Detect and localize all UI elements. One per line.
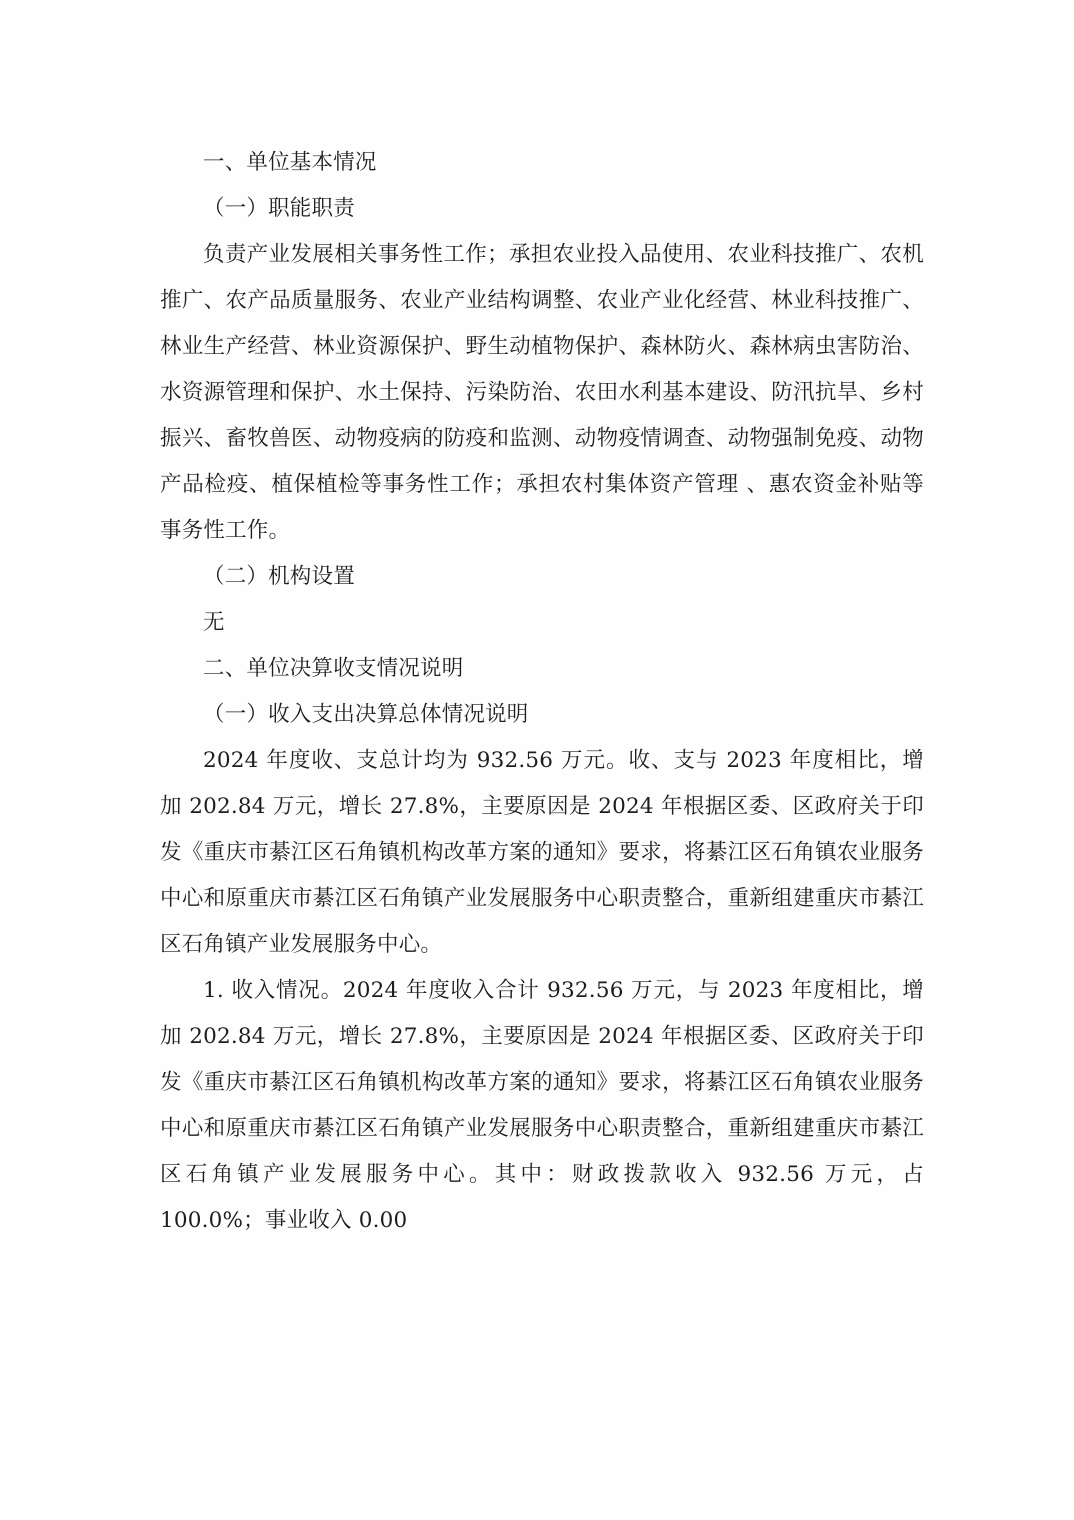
paragraph-functions-duties: 负责产业发展相关事务性工作；承担农业投入品使用、农业科技推广、农机推广、农产品质量服务、农业产业结构调整、农业产业化经营、林业科技推广、林业生产经营、林业资源保护、野生动植物保护、森林防火、森林病虫害防治、水资源管理和保护、水土保持、污染防治、农田水利基本建设、防汛抗旱、乡村振兴、畜牧兽医、动物疫病的防疫和监测、动物疫情调查、动物强制免疫、动物产品检疫、植保植检等事务性工作；承担农村集体资产管理 、惠农资金补贴等事务性工作。 <box>160 242 924 543</box>
paragraph-organization-none: 无 <box>203 610 225 635</box>
document-body <box>160 140 924 1244</box>
heading-functions-duties: （一）职能职责 <box>203 196 355 221</box>
heading-final-accounts-explanation: 二、单位决算收支情况说明 <box>203 656 464 681</box>
heading-unit-basic-info: 一、单位基本情况 <box>203 150 377 175</box>
heading-income-expenditure-overall: （一）收入支出决算总体情况说明 <box>203 702 529 727</box>
heading-organization-setup: （二）机构设置 <box>203 564 355 589</box>
paragraph-overall-total: 2024 年度收、支总计均为 932.56 万元。收、支与 2023 年度相比，增加 202.84 万元，增长 27.8%，主要原因是 2024 年根据区委、区政府关于印发《重庆市綦江区石角镇机构改革方案的通知》要求，将綦江区石角镇农业服务中心和原重庆市綦江区石角镇产业发展服务中心职责整合，重新组建重庆市綦江区石角镇产业发展服务中心。 <box>160 748 924 957</box>
paragraph-income-detail: 1. 收入情况。2024 年度收入合计 932.56 万元，与 2023 年度相比，增加 202.84 万元，增长 27.8%，主要原因是 2024 年根据区委、区政府关于印发《重庆市綦江区石角镇机构改革方案的通知》要求，将綦江区石角镇农业服务中心和原重庆市綦江区石角镇产业发展服务中心职责整合，重新组建重庆市綦江区石角镇产业发展服务中心。其中：财政拨款收入 932.56 万元，占 100.0%；事业收入 0.00 <box>160 978 924 1233</box>
